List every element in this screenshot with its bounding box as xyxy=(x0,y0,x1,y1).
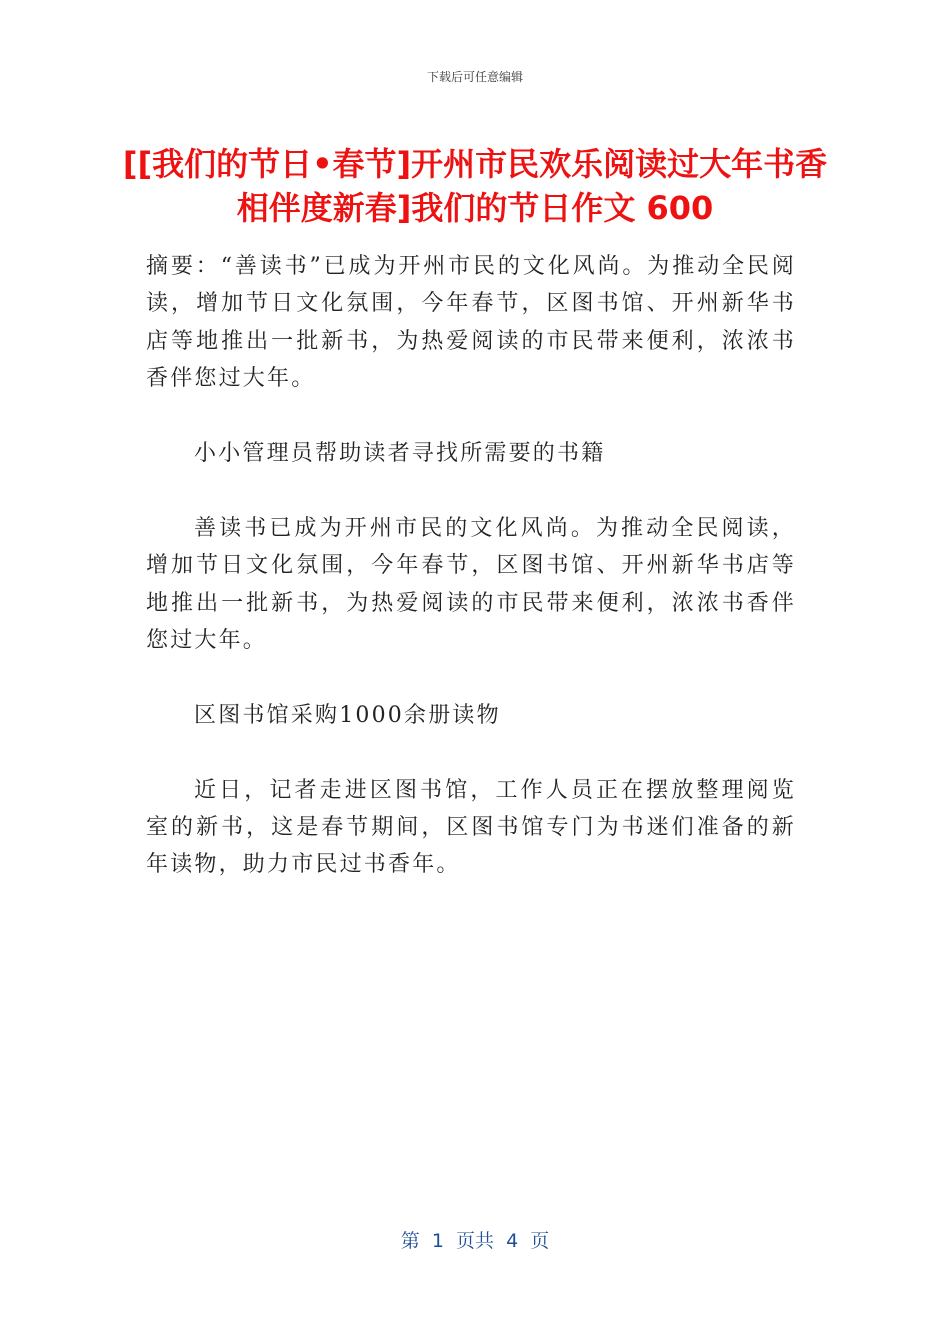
caption-paragraph: 小小管理员帮助读者寻找所需要的书籍 xyxy=(194,441,606,467)
header-note: 下载后可任意编辑 xyxy=(426,70,523,84)
document-body xyxy=(146,248,796,884)
body-paragraph: 善读书已成为开州市民的文化风尚。为推动全民阅读，增加节日文化氛围，今年春节，区图书馆、开州新华书店等地推出一批新书，为热爱阅读的市民带来便利，浓浓书香伴您过大年。 xyxy=(146,515,796,654)
abstract-paragraph: 摘要：“善读书”已成为开州市民的文化风尚。为推动全民阅读，增加节日文化氛围，今年春节，区图书馆、开州新华书店等地推出一批新书，为热爱阅读的市民带来便利，浓浓书香伴您过大年。 xyxy=(146,254,796,392)
page-footer: 第 1 页共 4 页 xyxy=(400,1230,550,1252)
document-title: [[我们的节日•春节]开州市民欢乐阅读过大年书香相伴度新春]我们的节日作文 600 xyxy=(122,145,828,227)
body-paragraph: 近日，记者走进区图书馆，工作人员正在摆放整理阅览室的新书，这是春节期间，区图书馆专门为书迷们准备的新年读物，助力市民过书香年。 xyxy=(146,777,796,878)
subheading-paragraph: 区图书馆采购1000余册读物 xyxy=(194,702,501,728)
